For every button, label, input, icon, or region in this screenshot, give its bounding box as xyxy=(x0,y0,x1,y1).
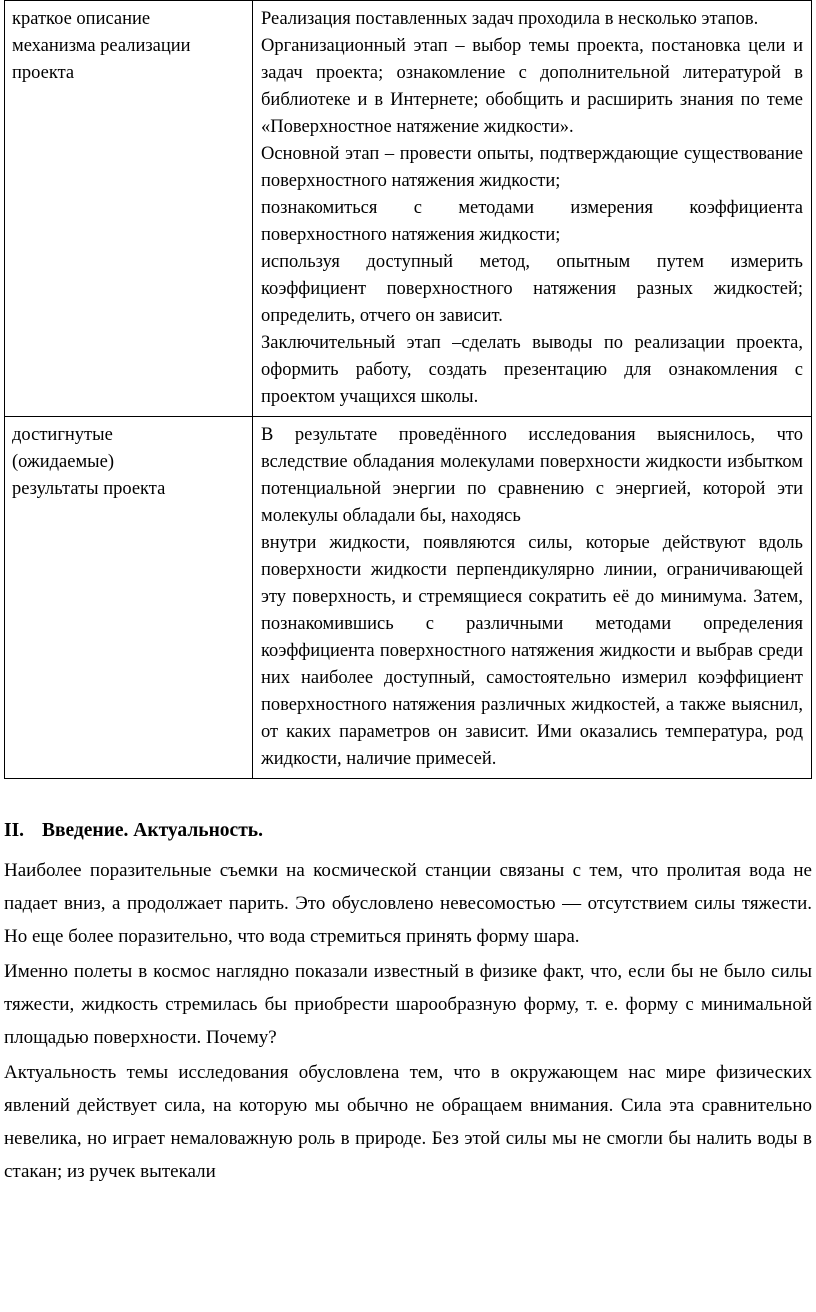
section-heading-title: Введение. Актуальность. xyxy=(41,820,263,841)
table-paragraph: В результате проведённого исследования выяснилось, что вследствие обладания молекулами поверхности жидкости избытком потенциальной энергии по сравнению с энергией, которой эти молекулы обладали бы, находясь xyxy=(261,425,803,526)
project-passport-table xyxy=(4,0,812,779)
table-paragraph: используя доступный метод, опытным путем измерить коэффициент поверхностного натяжения разных жидкостей; определить, отчего он зависит. xyxy=(261,252,803,326)
table-paragraph: Реализация поставленных задач проходила в несколько этапов. xyxy=(261,9,759,29)
table-paragraph: Заключительный этап –сделать выводы по реализации проекта, оформить работу, создать презентацию для ознакомления с проектом учащихся школы. xyxy=(261,333,803,407)
row-label-mechanism: краткое описание механизма реализации проекта xyxy=(5,1,253,417)
table-paragraph: Организационный этап – выбор темы проекта, постановка цели и задач проекта; ознакомление с дополнительной литературой в библиотеке и в Интернете; обобщить и расширить знания по теме «Поверхностное натяжение жидкости». xyxy=(261,36,803,137)
table-paragraph: Основной этап – провести опыты, подтверждающие существование поверхностного натяжения жидкости; xyxy=(261,144,803,191)
intro-paragraph-3: Актуальность темы исследования обусловлена тем, что в окружающем нас мире физических явлений действует сила, на которую мы обычно не обращаем внимания. Сила эта сравнительно невелика, но играет немаловажную роль в природе. Без этой силы мы не смогли бы налить воды в стакан; из ручек вытекали xyxy=(4,1062,812,1182)
intro-paragraph-1: Наиболее поразительные съемки на космической станции связаны с тем, что пролитая вода не падает вниз, а продолжает парить. Это обусловлено невесомостью — отсутствием силы тяжести. Но еще более поразительно, что вода стремиться принять форму шара. xyxy=(4,860,812,947)
row-label-results: достигнутые (ожидаемые) результаты проекта xyxy=(5,417,253,779)
table-paragraph: внутри жидкости, появляются силы, которые действуют вдоль поверхности жидкости перпендикулярно линии, ограничивающей эту поверхность, и стремящиеся сократить её до минимума. Затем, познакомившись с различными методами определения коэффициента поверхностного натяжения жидкости и выбрав среди них наиболее доступный, самостоятельно измерил коэффициент поверхностного натяжения различных жидкостей, а также выяснил, от каких параметров он зависит. Ими оказались температура, род жидкости, наличие примесей. xyxy=(261,533,803,769)
intro-paragraph-2: Именно полеты в космос наглядно показали известный в физике факт, что, если бы не было силы тяжести, жидкость стремилась бы приобрести шарообразную форму, т. е. форму с минимальной площадью поверхности. Почему? xyxy=(4,961,812,1048)
table-row-mechanism xyxy=(5,1,812,417)
section-heading-number: II. xyxy=(4,820,25,841)
row-content-results xyxy=(253,417,812,779)
row-content-mechanism xyxy=(253,1,812,417)
table-row-results xyxy=(5,417,812,779)
table-paragraph: познакомиться с методами измерения коэффициента поверхностного натяжения жидкости; xyxy=(261,198,803,245)
section-heading xyxy=(4,817,812,844)
